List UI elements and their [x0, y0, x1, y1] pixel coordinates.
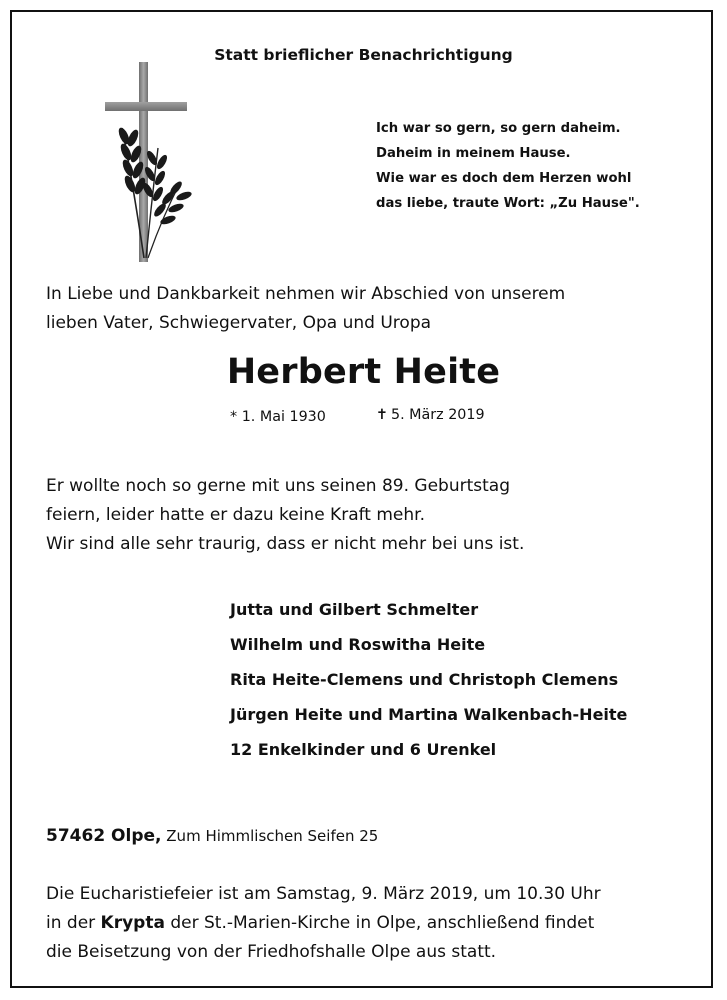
service-line: Die Eucharistiefeier ist am Samstag, 9. März 2019, um 10.30 Uhr	[46, 884, 601, 904]
death-date-line	[376, 407, 485, 423]
service-line-pre: in der	[46, 913, 101, 933]
poem-verse	[376, 116, 640, 216]
intro-text	[46, 280, 565, 338]
cross-with-wheat-icon	[100, 58, 195, 268]
intro-line: lieben Vater, Schwiegervater, Opa und Uropa	[46, 313, 432, 333]
header-title: Statt brieflicher Benachrichtigung	[214, 46, 513, 64]
service-location-highlight: Krypta	[100, 913, 165, 933]
family-member: 12 Enkelkinder und 6 Urenkel	[230, 740, 497, 759]
service-line: die Beisetzung von der Friedhofshalle Olpe aus statt.	[46, 942, 497, 962]
intro-line: In Liebe und Dankbarkeit nehmen wir Abschied von unserem	[46, 284, 566, 304]
death-date: 5. März 2019	[390, 407, 485, 423]
message-text	[46, 472, 524, 559]
service-line	[46, 909, 601, 938]
family-member: Jürgen Heite und Martina Walkenbach-Heite	[230, 705, 628, 724]
family-member: Wilhelm und Roswitha Heite	[230, 635, 486, 654]
family-member: Rita Heite-Clemens und Christoph Clemens	[230, 670, 619, 689]
death-cross-icon: ✝	[376, 407, 388, 423]
service-info	[46, 880, 601, 967]
poem-line: Wie war es doch dem Herzen wohl	[376, 171, 632, 186]
birth-date: * 1. Mai 1930	[230, 409, 326, 425]
address-city: 57462 Olpe,	[46, 826, 162, 846]
address-line	[46, 826, 378, 846]
family-list	[230, 592, 627, 767]
deceased-name: Herbert Heite	[226, 352, 501, 392]
family-member: Jutta und Gilbert Schmelter	[230, 600, 479, 619]
poem-line: das liebe, traute Wort: „Zu Hause".	[376, 196, 640, 211]
poem-line: Ich war so gern, so gern daheim.	[376, 121, 621, 136]
poem-line: Daheim in meinem Hause.	[376, 146, 571, 161]
message-line: Er wollte noch so gerne mit uns seinen 89. Geburtstag	[46, 476, 510, 496]
service-line-post: der St.-Marien-Kirche in Olpe, anschließend findet	[164, 913, 595, 933]
message-line: feiern, leider hatte er dazu keine Kraft mehr.	[46, 505, 425, 525]
message-line: Wir sind alle sehr traurig, dass er nicht mehr bei uns ist.	[46, 534, 525, 554]
address-street: Zum Himmlischen Seifen 25	[166, 827, 379, 845]
